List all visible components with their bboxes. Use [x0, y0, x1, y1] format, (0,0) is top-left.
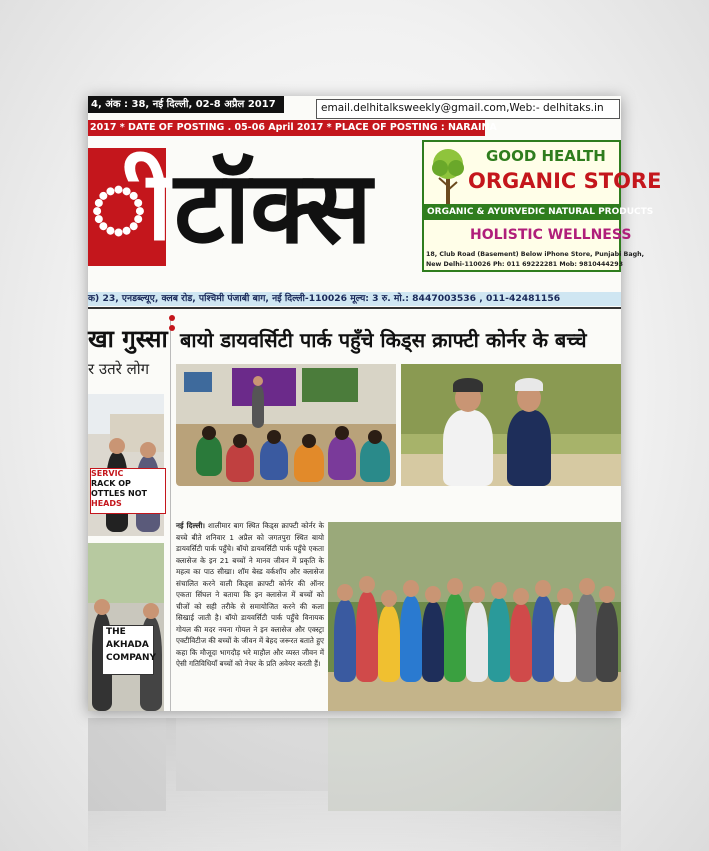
banner1-line: HEADS: [91, 499, 122, 508]
protest-banner-2: [102, 625, 154, 675]
page-reflection: [88, 718, 621, 851]
ad-line-organic-store: ORGANIC STORE: [468, 169, 662, 193]
masthead-title: टॉक्स: [174, 149, 372, 266]
banner2-line: AKHADA: [106, 640, 149, 650]
main-headline: बायो डायवर्सिटी पार्क पहुँचे किड्स क्राफ्टी कोर्नर के बच्चे: [180, 328, 587, 352]
classroom-photo: [176, 364, 396, 486]
banner2-line: THE: [106, 627, 126, 637]
article-dateline: नई दिल्ली।: [176, 521, 206, 530]
posting-info: 2017 * DATE OF POSTING . 05-06 April 2017 * PLACE OF POSTING : NARAINA: [90, 122, 497, 133]
article-body: [176, 520, 324, 710]
tree-logo-icon: [429, 146, 467, 208]
left-headline: खा गुस्सा: [88, 325, 168, 353]
ad-line-good-health: GOOD HEALTH: [486, 147, 606, 165]
ad-address-1: 18, Club Road (Basement) Below iPhone Store, Punjabi Bagh,: [426, 251, 644, 258]
ad-line-products: ORGANIC & AYURVEDIC NATURAL PRODUCTS: [427, 207, 654, 217]
group-photo: [328, 522, 621, 711]
article-text: शालीमार बाग स्थित किड्स क्राफ्टी कोर्नर के बच्चे बीते शनिवार 1 अप्रैल को जगतपुरा स्थित बायो डायवर्सिटी पार्क पहुँचे। बॉयो डायवर्सिटी पार्क पहुँचे एकता क्लासेज के इन 21 बच्चों ने मानव जीवन में प्रकृति के महत्व का पाठ सीखा। शॉम बेस्ड वर्कशॉप और क्लासेज संचालित करने वाली किड्स क्राफ्टी कोर्नर की ऑनर एकता सिंघल ने बताया कि इन क्लासेज में बच्चों को चीजों को सही तरीके से समायोजित करने की कला सिखाई जाती है। बॉयो डायवर्सिटी पार्क पहुँचे विनायक गोयल की मदर नयना गोयल ने इन क्लासेज और एक्स्ट्रा एक्टीविटीज की बच्चों के जीवन में बेहद जरूरत बताते हुए कहा कि मौजूदा भागदौड़ भरे माहौल और व्यस्त जीवन में ऐसी गतिविधियाँ बच्चों को नेचर के प्रति अवेयर करती हैं।: [176, 521, 324, 668]
ad-line-holistic: HOLISTIC WELLNESS: [470, 227, 632, 243]
column-divider: [170, 318, 171, 711]
banner1-line: OTTLES NOT: [91, 489, 147, 498]
address-band-rule: [88, 307, 621, 309]
banner1-line: SERVIC: [91, 469, 124, 478]
title-red-letter: ी: [90, 150, 172, 262]
ad-address-2: New Delhi-110026 Ph: 011 69222281 Mob: 9810444293: [426, 261, 623, 268]
protest-photo-top: [88, 394, 164, 536]
protest-photo-bottom: [88, 543, 164, 711]
newspaper-clipping: [88, 96, 662, 711]
address-line: क) 23, एनडब्ल्यूए, क्लब रोड, पश्चिमी पंजाबी बाग, नई दिल्ली-110026 मूल्य: 3 रु. मो.: 8447003536 , 011-42481156: [88, 293, 561, 304]
banner1-line: RACK OP: [91, 479, 131, 488]
contact-info: email.delhitalksweekly@gmail.com,Web:- delhitaks.in: [321, 102, 604, 114]
issue-info: 4, अंक : 38, नई दिल्ली, 02-8 अप्रैल 2017: [91, 99, 276, 110]
bullet-dots-icon: [168, 314, 176, 334]
protest-banner-1: [90, 468, 166, 514]
two-kids-photo: [401, 364, 621, 486]
banner2-line: COMPANY: [106, 653, 156, 663]
organic-store-ad: [422, 140, 662, 272]
left-subhead: र उतरे लोग: [88, 360, 150, 378]
